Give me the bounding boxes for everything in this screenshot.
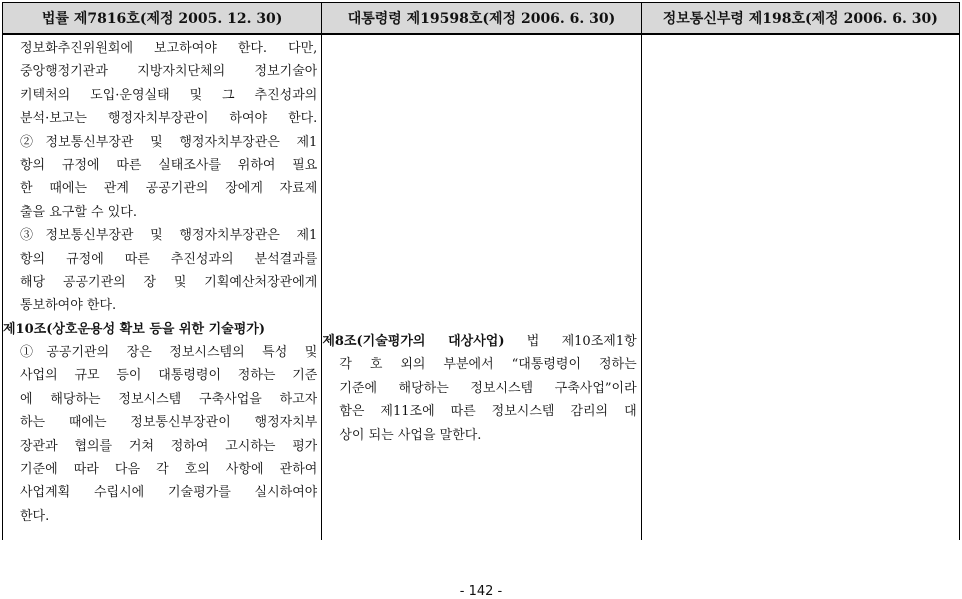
text-line: 키텍처의 도입·운영실태 및 그 추진성과의: [20, 87, 318, 103]
law-paragraph-3: [7, 224, 317, 318]
text-line: ③정보통신부장관 및 행정자치부장관은 제1: [20, 228, 318, 244]
text-line: 사업계획 수립시에 기술평가를 실시하여야: [20, 485, 318, 501]
decree-column-cell: [322, 34, 641, 540]
text-line: 기준에 따라 다음 각 호의 사항에 관하여: [20, 462, 318, 478]
article-8-body: [326, 353, 636, 447]
text-line: 분석·보고는 행정자치부장관이 하여야 한다.: [20, 111, 318, 127]
text-line: 항의 규정에 따른 추진성과의 분석결과를: [20, 251, 318, 267]
text-line: ②정보통신부장관 및 행정자치부장관은 제1: [20, 134, 318, 150]
text-line: 한다.: [20, 508, 50, 524]
text-line: 해당 공공기관의 장 및 기획예산처장관에게: [20, 274, 318, 290]
text-line: 사업의 규모 등이 대통령령이 정하는 기준: [20, 368, 318, 384]
article-10-title: 제10조(상호운용성 확보 등을 위한 기술평가): [3, 321, 265, 337]
law-column-cell: [3, 34, 322, 540]
text-line: 통보하여야 한다.: [20, 298, 117, 314]
text-line: 장관과 협의를 거쳐 정하여 고시하는 평가: [20, 438, 318, 454]
law-comparison-table: [2, 2, 960, 540]
article-8-title: 제8조(기술평가의 대상사업): [322, 334, 505, 349]
law-paragraph-2: [7, 131, 317, 225]
text-line: 하는 때에는 정보통신부장관이 행정자치부: [20, 415, 318, 431]
article-8-heading: [322, 330, 636, 353]
table-header-row: [3, 3, 960, 35]
page-number: - 142 -: [459, 584, 503, 599]
text-line: 에 해당하는 정보시스템 구축사업을 하고자: [20, 391, 318, 407]
text-line: 각 호 외의 부분에서 “대통령령이 정하는: [339, 357, 637, 373]
text-line: 중앙행정기관과 지방자치단체의 정보기술아: [20, 64, 318, 80]
text-line: 함은 제11조에 따른 정보시스템 감리의 대: [339, 404, 637, 420]
header-ministry-ordinance: 정보통신부령 제198호(제정 2006. 6. 30): [641, 3, 959, 35]
article-10-heading: [3, 318, 317, 341]
text-line: 항의 규정에 따른 실태조사를 위하여 필요: [20, 157, 318, 173]
header-law: 법률 제7816호(제정 2005. 12. 30): [3, 3, 322, 35]
article-10-paragraph-1: [7, 341, 317, 528]
header-presidential-decree: 대통령령 제19598호(제정 2006. 6. 30): [322, 3, 641, 35]
article-8-first-text: 법 제10조제1항: [526, 334, 637, 349]
text-line: 기준에 해당하는 정보시스템 구축사업”이라: [339, 380, 637, 396]
text-line: 한 때에는 관계 공공기관의 장에게 자료제: [20, 181, 318, 197]
ordinance-column-cell: [641, 34, 959, 540]
text-line: ①공공기관의 장은 정보시스템의 특성 및: [20, 345, 318, 361]
law-paragraph-block1: [7, 37, 317, 131]
text-line: 정보화추진위원회에 보고하여야 한다. 다만,: [20, 41, 318, 56]
text-line: 출을 요구할 수 있다.: [20, 204, 137, 220]
text-line: 상이 되는 사업을 말한다.: [339, 427, 482, 443]
table-body-row: [3, 34, 960, 540]
